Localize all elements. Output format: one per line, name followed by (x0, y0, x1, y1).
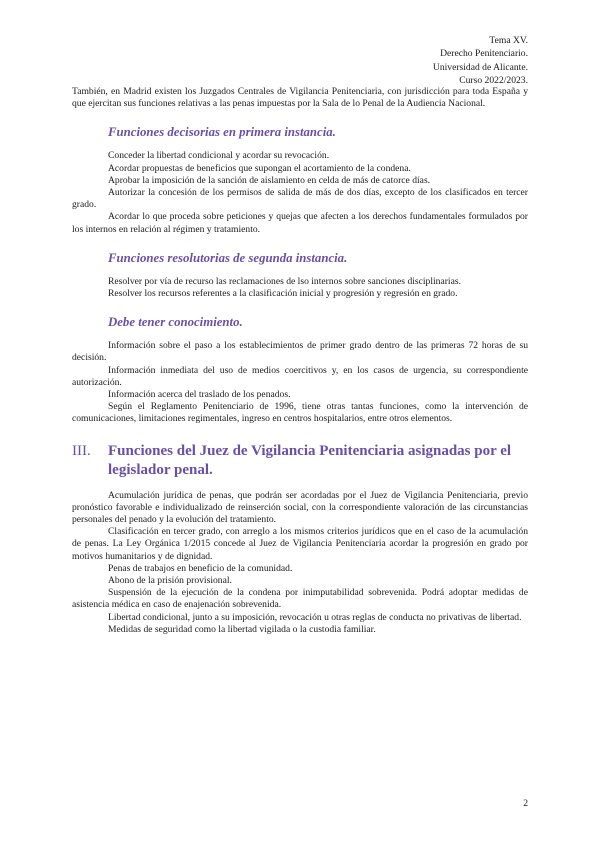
paragraph: Autorizar la concesión de los permisos de salida de más de dos días, excepto de los clasificados en tercer grado. (72, 187, 528, 211)
paragraph: Resolver los recursos referentes a la clasificación inicial y progresión y regresión en grado. (108, 288, 458, 300)
paragraph: Resolver por vía de recurso las reclamaciones de lso internos sobre sanciones disciplinarias. (108, 275, 461, 287)
intro-paragraph: También, en Madrid existen los Juzgados Centrales de Vigilancia Penitenciaria, con jurisdicción para toda España y que ejercitan sus funciones relativas a las penas impuestas por la Sala de lo Penal de la Audiencia Nacional. (72, 86, 528, 110)
paragraph: Acordar propuestas de beneficios que supongan el acortamiento de la condena. (108, 162, 411, 174)
page-header (433, 34, 528, 88)
heading-decisorias: Funciones decisorias en primera instancia. (108, 125, 336, 140)
paragraph: Información inmediata del uso de medios coercitivos y, en los casos de urgencia, su correspondiente autorización. (72, 364, 528, 388)
paragraph: Abono de la prisión provisional. (108, 575, 232, 587)
paragraph: Acumulación jurídica de penas, que podrán ser acordadas por el Juez de Vigilancia Penitenciaria, previo pronóstico favorable e individualizado de reinserción social, con la correspondiente valoración de las circunstancias personales del penado y la evolución del tratamiento. (72, 489, 528, 526)
header-course: Curso 2022/2023. (459, 75, 528, 87)
heading-resolutorias: Funciones resolutorias de segunda instancia. (108, 250, 348, 265)
header-university: Universidad de Alicante. (432, 61, 528, 73)
paragraph: Suspensión de la ejecución de la condena por inimputabilidad sobrevenida. Podrá adoptar medidas de asistencia médica en caso de enajenación sobrevenida. (72, 587, 528, 611)
paragraph: Clasificación en tercer grado, con arreglo a los mismos criterios jurídicos que en el caso de la acumulación de penas. La Ley Orgánica 1/2015 concede al Juez de Vigilancia Penitenciaria acordar la progresión en grado por motivos humanitarios y de dignidad. (72, 526, 528, 562)
document-body (72, 86, 528, 636)
paragraph: Aprobar la imposición de la sanción de aislamiento en celda de más de catorce días. (108, 174, 431, 186)
heading-conocimiento: Debe tener conocimiento. (108, 315, 243, 330)
header-subject: Derecho Penitenciario. (440, 48, 528, 60)
paragraph: Medidas de seguridad como la libertad vigilada o la custodia familiar. (108, 623, 376, 635)
header-topic: Tema XV. (489, 35, 528, 46)
paragraph: Acordar lo que proceda sobre peticiones y quejas que afecten a los derechos fundamentales formulados por los internos en relación al régimen y tratamiento. (72, 211, 528, 235)
section-heading (72, 442, 528, 480)
section-number: III. (72, 442, 91, 459)
paragraph: Información sobre el paso a los establecimientos de primer grado dentro de las primeras 72 horas de su decisión. (72, 340, 528, 364)
section-title: Funciones del Juez de Vigilancia Penitenciaria asignadas por el legislador penal. (108, 442, 512, 478)
paragraph: Conceder la libertad condicional y acordar su revocación. (108, 150, 330, 162)
paragraph: Penas de trabajos en beneficio de la comunidad. (108, 562, 293, 574)
page-number: 2 (523, 798, 528, 809)
paragraph: Según el Reglamento Penitenciario de 1996, tiene otras tantas funciones, como la intervención de comunicaciones, limitaciones regimentales, ingreso en centros hospitalarios, entre otros elementos. (72, 401, 528, 425)
paragraph: Libertad condicional, junto a su imposición, revocación u otras reglas de conducta no privativas de libertad. (108, 611, 522, 623)
paragraph: Información acerca del traslado de los penados. (108, 389, 291, 401)
